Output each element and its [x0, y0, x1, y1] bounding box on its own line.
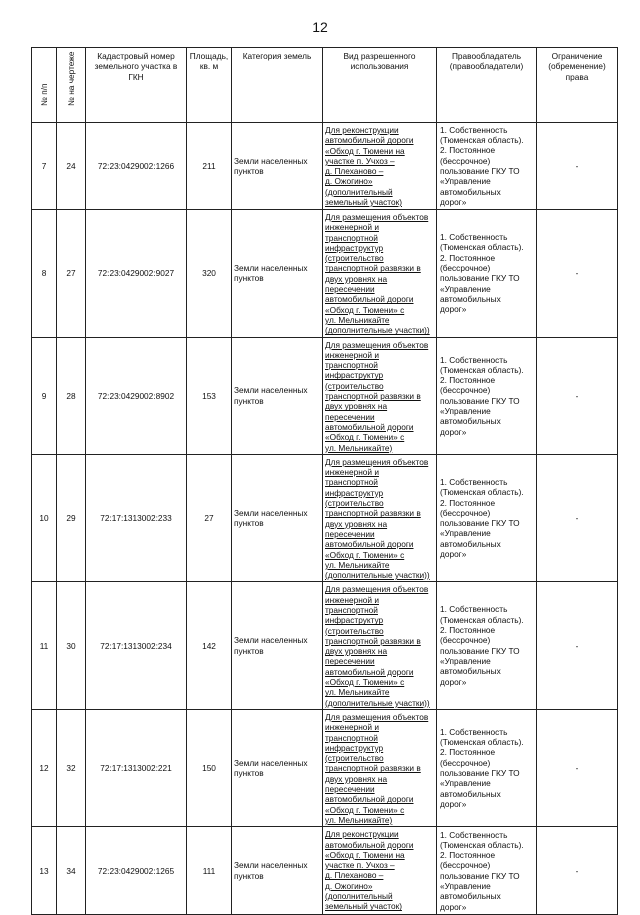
permitted-use-line: земельный участок): [325, 197, 402, 208]
holder-line: дорог»: [440, 549, 467, 559]
permitted-use-line: Для размещения объектов: [325, 339, 429, 350]
holder-line: пользование ГКУ ТО: [440, 273, 520, 284]
holder-line: (бессрочное): [440, 155, 491, 166]
holder-line: автомобильных: [440, 666, 501, 677]
row-drawing-num: 29: [57, 454, 86, 582]
row-restriction: -: [537, 210, 618, 338]
row-area: 111: [187, 827, 232, 915]
holder-line: 2. Постоянное: [440, 625, 496, 636]
row-restriction: -: [537, 337, 618, 454]
holder-line: дорог»: [440, 304, 467, 315]
holder-line: (бессрочное): [440, 757, 491, 768]
permitted-use-line: транспортной развязки в: [325, 391, 421, 402]
permitted-use-line: автомобильной дороги: [325, 421, 414, 432]
header-holder: Правообладатель (правообладатели): [437, 48, 537, 123]
permitted-use-line: Для размещения объектов: [325, 456, 429, 467]
row-cadastral: 72:23:0429002:9027: [86, 210, 187, 338]
row-num: 8: [32, 210, 57, 338]
permitted-use-line: «Обход г. Тюмени на: [325, 849, 405, 860]
row-restriction: -: [537, 827, 618, 915]
holder-line: 2. Постоянное: [440, 145, 496, 156]
holder-line: автомобильных: [440, 891, 501, 902]
row-area: 153: [187, 337, 232, 454]
permitted-use-line: «Обход г. Тюмени» с: [325, 432, 405, 443]
row-holder: [437, 827, 537, 915]
row-restriction: -: [537, 582, 618, 710]
holder-line: (Тюменская область).: [440, 242, 524, 253]
permitted-use-line: транспортной: [325, 604, 378, 615]
permitted-use-line: двух уровнях на: [325, 401, 388, 412]
row-permitted-use: [323, 454, 437, 582]
permitted-use-line: двух уровнях на: [325, 518, 388, 529]
row-category: Земли населенных пунктов: [232, 210, 323, 338]
holder-line: 2. Постоянное: [440, 497, 496, 508]
permitted-use-line: ул. Мельникайте: [325, 314, 390, 325]
holder-line: (Тюменская область).: [440, 737, 524, 748]
row-category: Земли населенных пунктов: [232, 709, 323, 826]
table-row: [32, 337, 618, 454]
holder-line: (бессрочное): [440, 385, 491, 396]
holder-line: 1. Собственность: [440, 726, 508, 737]
permitted-use-line: инженерной и: [325, 722, 379, 733]
permitted-use-line: транспортной: [325, 732, 378, 743]
permitted-use-line: пересечении: [325, 656, 375, 667]
header-drawing-num: № на чертеже: [57, 48, 86, 123]
permitted-use-line: двух уровнях на: [325, 273, 388, 284]
holder-line: «Управление: [440, 176, 491, 187]
permitted-use-line: транспортной развязки в: [325, 763, 421, 774]
row-cadastral: 72:23:0429002:1266: [86, 123, 187, 210]
permitted-use-line: (строительство: [325, 498, 384, 509]
holder-line: дорог»: [440, 901, 467, 912]
header-category: Категория земель: [232, 48, 323, 123]
table-row: [32, 454, 618, 582]
permitted-use-line: д. Ожогино»: [325, 176, 373, 187]
holder-line: «Управление: [440, 881, 491, 892]
permitted-use-line: пересечении: [325, 284, 375, 295]
holder-line: пользование ГКУ ТО: [440, 870, 520, 881]
permitted-use-line: Для размещения объектов: [325, 212, 429, 222]
row-permitted-use: [323, 582, 437, 710]
row-category: Земли населенных пунктов: [232, 454, 323, 582]
permitted-use-line: инженерной и: [325, 594, 379, 605]
row-drawing-num: 34: [57, 827, 86, 915]
header-permitted-use: Вид разрешенного использования: [323, 48, 437, 123]
permitted-use-line: «Обход г. Тюмени на: [325, 145, 405, 156]
permitted-use-line: автомобильной дороги: [325, 839, 414, 850]
row-area: 142: [187, 582, 232, 710]
header-cadastral: Кадастровый номер земельного участка в ГКН: [86, 48, 187, 123]
row-num: 7: [32, 123, 57, 210]
permitted-use-line: транспортной: [325, 232, 378, 243]
permitted-use-line: ул. Мельникайте): [325, 814, 393, 825]
holder-line: 1. Собственность: [440, 476, 508, 487]
permitted-use-line: двух уровнях на: [325, 646, 388, 657]
header-area: Площадь, кв. м: [187, 48, 232, 123]
land-plots-table: [31, 47, 618, 915]
holder-line: (бессрочное): [440, 507, 491, 518]
row-area: 320: [187, 210, 232, 338]
holder-line: (бессрочное): [440, 635, 491, 646]
row-area: 150: [187, 709, 232, 826]
permitted-use-line: (дополнительные участки)): [325, 570, 430, 581]
permitted-use-line: «Обход г. Тюмени» с: [325, 304, 405, 315]
permitted-use-line: д. Плеханово –: [325, 870, 384, 881]
row-num: 9: [32, 337, 57, 454]
holder-line: 1. Собственность: [440, 604, 508, 615]
holder-line: автомобильных: [440, 538, 501, 549]
row-cadastral: 72:17:1313002:221: [86, 709, 187, 826]
row-restriction: -: [537, 123, 618, 210]
holder-line: (Тюменская область).: [440, 487, 524, 498]
row-cadastral: 72:23:0429002:8902: [86, 337, 187, 454]
permitted-use-line: автомобильной дороги: [325, 135, 414, 146]
permitted-use-line: инфраструктур: [325, 487, 384, 498]
row-holder: [437, 582, 537, 710]
holder-line: 2. Постоянное: [440, 252, 496, 263]
permitted-use-line: д. Плеханово –: [325, 166, 384, 177]
holder-line: (Тюменская область).: [440, 364, 524, 375]
permitted-use-line: «Обход г. Тюмени» с: [325, 804, 405, 815]
permitted-use-line: инфраструктур: [325, 370, 384, 381]
permitted-use-line: ул. Мельникайте): [325, 442, 393, 453]
holder-line: «Управление: [440, 655, 491, 666]
permitted-use-line: земельный участок): [325, 901, 402, 912]
permitted-use-line: двух уровнях на: [325, 773, 388, 784]
permitted-use-line: транспортной развязки в: [325, 263, 421, 274]
table-row: [32, 582, 618, 710]
row-holder: [437, 210, 537, 338]
permitted-use-line: (дополнительный: [325, 186, 393, 197]
permitted-use-line: пересечении: [325, 411, 375, 422]
row-cadastral: 72:17:1313002:233: [86, 454, 187, 582]
permitted-use-line: автомобильной дороги: [325, 794, 414, 805]
holder-line: «Управление: [440, 528, 491, 539]
holder-line: (Тюменская область).: [440, 135, 524, 146]
row-restriction: -: [537, 454, 618, 582]
permitted-use-line: пересечении: [325, 784, 375, 795]
row-drawing-num: 27: [57, 210, 86, 338]
row-num: 12: [32, 709, 57, 826]
permitted-use-line: инфраструктур: [325, 615, 384, 626]
row-cadastral: 72:23:0429002:1265: [86, 827, 187, 915]
row-num: 10: [32, 454, 57, 582]
header-restriction: Ограничение (обременение) права: [537, 48, 618, 123]
row-num: 13: [32, 827, 57, 915]
permitted-use-line: инженерной и: [325, 222, 379, 233]
row-category: Земли населенных пунктов: [232, 123, 323, 210]
permitted-use-line: инженерной и: [325, 349, 379, 360]
row-holder: [437, 123, 537, 210]
permitted-use-line: инженерной и: [325, 467, 379, 478]
holder-line: 1. Собственность: [440, 232, 508, 243]
permitted-use-line: (дополнительные участки)): [325, 325, 430, 336]
row-drawing-num: 30: [57, 582, 86, 710]
permitted-use-line: ул. Мельникайте: [325, 687, 390, 698]
holder-line: (Тюменская область).: [440, 614, 524, 625]
row-num: 11: [32, 582, 57, 710]
row-category: Земли населенных пунктов: [232, 827, 323, 915]
holder-line: 1. Собственность: [440, 829, 508, 840]
permitted-use-line: Для реконструкции: [325, 125, 399, 135]
row-permitted-use: [323, 337, 437, 454]
holder-line: автомобильных: [440, 788, 501, 799]
permitted-use-line: (строительство: [325, 380, 384, 391]
permitted-use-line: (строительство: [325, 625, 384, 636]
row-permitted-use: [323, 709, 437, 826]
row-area: 211: [187, 123, 232, 210]
table-row: [32, 123, 618, 210]
row-area: 27: [187, 454, 232, 582]
row-category: Земли населенных пунктов: [232, 582, 323, 710]
holder-line: автомобильных: [440, 416, 501, 427]
permitted-use-line: автомобильной дороги: [325, 539, 414, 550]
row-drawing-num: 28: [57, 337, 86, 454]
row-cadastral: 72:17:1313002:234: [86, 582, 187, 710]
holder-line: 2. Постоянное: [440, 747, 496, 758]
permitted-use-line: Для размещения объектов: [325, 711, 429, 722]
row-restriction: -: [537, 709, 618, 826]
permitted-use-line: (строительство: [325, 253, 384, 264]
permitted-use-line: (строительство: [325, 753, 384, 764]
holder-line: (бессрочное): [440, 262, 491, 273]
row-permitted-use: [323, 827, 437, 915]
row-drawing-num: 24: [57, 123, 86, 210]
holder-line: пользование ГКУ ТО: [440, 395, 520, 406]
holder-line: автомобильных: [440, 186, 501, 197]
permitted-use-line: «Обход г. Тюмени» с: [325, 677, 405, 688]
permitted-use-line: Для размещения объектов: [325, 584, 429, 595]
holder-line: дорог»: [440, 426, 467, 437]
table-row: [32, 709, 618, 826]
permitted-use-line: транспортной развязки в: [325, 635, 421, 646]
holder-line: пользование ГКУ ТО: [440, 768, 520, 779]
permitted-use-line: инфраструктур: [325, 742, 384, 753]
holder-line: дорог»: [440, 196, 467, 207]
holder-line: «Управление: [440, 405, 491, 416]
permitted-use-line: автомобильной дороги: [325, 294, 414, 305]
permitted-use-line: ул. Мельникайте: [325, 559, 390, 570]
permitted-use-line: (дополнительные участки)): [325, 697, 430, 708]
row-drawing-num: 32: [57, 709, 86, 826]
holder-line: пользование ГКУ ТО: [440, 166, 520, 176]
holder-line: (бессрочное): [440, 860, 491, 871]
holder-line: дорог»: [440, 676, 467, 687]
holder-line: 2. Постоянное: [440, 375, 496, 386]
permitted-use-line: участке п. Учхоз –: [325, 155, 395, 166]
permitted-use-line: транспортной: [325, 360, 378, 371]
holder-line: «Управление: [440, 283, 491, 294]
row-permitted-use: [323, 123, 437, 210]
table-row: [32, 210, 618, 338]
permitted-use-line: участке п. Учхоз –: [325, 860, 395, 871]
row-permitted-use: [323, 210, 437, 338]
permitted-use-line: Для реконструкции: [325, 829, 399, 840]
permitted-use-line: инфраструктур: [325, 242, 384, 253]
permitted-use-line: транспортной развязки в: [325, 508, 421, 519]
permitted-use-line: автомобильной дороги: [325, 666, 414, 677]
row-holder: [437, 337, 537, 454]
holder-line: (Тюменская область).: [440, 839, 524, 850]
row-holder: [437, 454, 537, 582]
page-number: 12: [312, 19, 328, 35]
holder-line: 2. Постоянное: [440, 850, 496, 861]
holder-line: дорог»: [440, 798, 467, 809]
row-holder: [437, 709, 537, 826]
holder-line: пользование ГКУ ТО: [440, 645, 520, 656]
permitted-use-line: д. Ожогино»: [325, 880, 373, 891]
permitted-use-line: «Обход г. Тюмени» с: [325, 549, 405, 560]
holder-line: автомобильных: [440, 293, 501, 304]
header-num: № п/п: [32, 48, 57, 123]
holder-line: 1. Собственность: [440, 124, 508, 135]
holder-line: «Управление: [440, 778, 491, 789]
table-row: [32, 827, 618, 915]
permitted-use-line: (дополнительный: [325, 891, 393, 901]
permitted-use-line: транспортной: [325, 477, 378, 488]
row-category: Земли населенных пунктов: [232, 337, 323, 454]
holder-line: 1. Собственность: [440, 354, 508, 365]
permitted-use-line: пересечении: [325, 528, 375, 539]
holder-line: пользование ГКУ ТО: [440, 518, 520, 529]
